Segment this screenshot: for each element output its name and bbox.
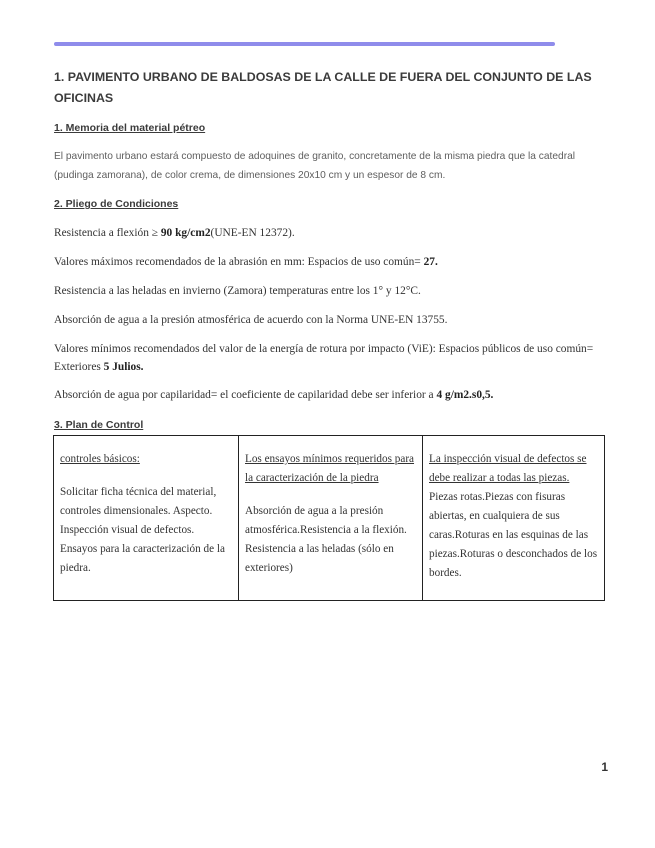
cell-heading: controles básicos: [60,453,140,465]
cell-text: Solicitar ficha técnica del material, controles dimensionales. Aspecto. Inspección visual de defectos. Ensayos para la caracterización de la piedra. [60,486,225,574]
pliego-heladas: Resistencia a las heladas en invierno (Zamora) temperaturas entre los 1° y 12°C. [54,285,421,297]
pliego-abrasion: Valores máximos recomendados de la abrasión en mm: Espacios de uso común= 27. [54,256,438,268]
pliego-impacto: Valores mínimos recomendados del valor de la energía de rotura por impacto (ViE): Espacios públicos de uso común= Exteriores 5 Julios. [54,343,594,373]
memoria-text: El pavimento urbano estará compuesto de adoquines de granito, concretamente de la misma piedra que la catedral (pudinga zamorana), de color crema, de dimensiones 20x10 cm y un espesor de 8 cm. [54,151,576,181]
pliego-absorcion: Absorción de agua a la presión atmosférica de acuerdo con la Norma UNE-EN 13755. [54,314,448,326]
table-cell-ensayos [238,436,422,600]
pliego-capilaridad: Absorción de agua por capilaridad= el coeficiente de capilaridad debe ser inferior a 4 g/m2.s0,5. [54,389,494,401]
cell-heading: Los ensayos mínimos requeridos para la caracterización de la piedra [245,453,415,484]
cell-text: Absorción de agua a la presión atmosférica.Resistencia a la flexión. Resistencia a las heladas (sólo en exteriores) [245,505,407,574]
table-cell-inspeccion [422,436,604,600]
header-rule [54,42,555,46]
table-cell-controles [54,436,238,600]
cell-text: Piezas rotas.Piezas con fisuras abiertas, en cualquiera de sus caras.Roturas en las esquinas de las piezas.Roturas o desconchados de los bordes. [429,491,598,579]
pliego-flexion: Resistencia a flexión ≥ 90 kg/cm2(UNE-EN 12372). [54,227,295,239]
cell-heading: La inspección visual de defectos se debe realizar a todas las piezas. [429,453,587,484]
pliego-heading: 2. Pliego de Condiciones [54,198,179,210]
control-plan-table [53,435,605,601]
plan-heading: 3. Plan de Control [54,419,144,431]
page-number: 1 [601,760,608,774]
memoria-heading: 1. Memoria del material pétreo [54,122,206,134]
document-title: 1. PAVIMENTO URBANO DE BALDOSAS DE LA CALLE DE FUERA DEL CONJUNTO DE LAS OFICINAS [54,70,592,105]
